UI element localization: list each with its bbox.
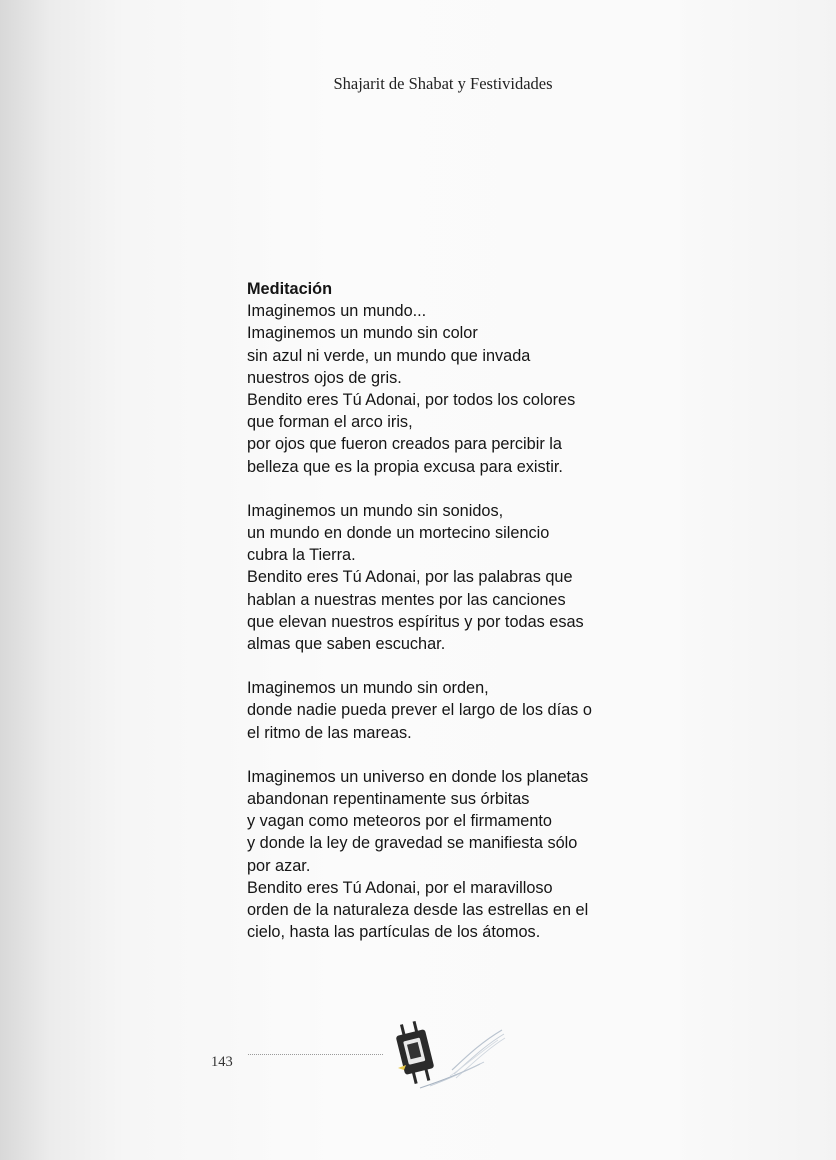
text-line: hablan a nuestras mentes por las canciones [247,590,566,609]
meditation-text [247,278,647,943]
text-line: Imaginemos un mundo sin sonidos, [247,501,504,520]
text-line: orden de la naturaleza desde las estrellas en el [247,901,589,920]
text-line: Imaginemos un universo en donde los planetas [247,767,589,786]
text-line: el ritmo de las mareas. [247,723,412,742]
stanza-list [247,322,647,943]
intro-line: Imaginemos un mundo... [247,302,427,321]
page-header-title: Shajarit de Shabat y Festividades [333,74,553,93]
text-line: y vagan como meteoros por el firmamento [247,812,552,831]
text-line: Bendito eres Tú Adonai, por todos los colores [247,391,576,410]
text-line: almas que saben escuchar. [247,635,446,654]
text-line: Imaginemos un mundo sin color [247,324,478,343]
stanza [247,766,647,944]
text-line: Bendito eres Tú Adonai, por el maravilloso [247,878,553,897]
text-line: un mundo en donde un mortecino silencio [247,524,550,543]
stanza [247,500,647,655]
stanza [247,322,647,477]
text-line: por azar. [247,856,311,875]
text-line: nuestros ojos de gris. [247,368,402,387]
text-line: cubra la Tierra. [247,546,356,565]
stanza [247,677,647,744]
text-line: donde nadie pueda prever el largo de los días o [247,701,592,720]
text-line: y donde la ley de gravedad se manifiesta sólo [247,834,578,853]
text-line: sin azul ni verde, un mundo que invada [247,346,531,365]
footer-divider [248,1054,383,1055]
text-line: Imaginemos un mundo sin orden, [247,679,489,698]
text-line: Bendito eres Tú Adonai, por las palabras que [247,568,573,587]
torah-scroll-icon [390,1018,508,1090]
text-line: abandonan repentinamente sus órbitas [247,790,530,809]
section-heading: Meditación [247,280,333,298]
text-line: belleza que es la propia excusa para existir. [247,457,563,476]
text-line: cielo, hasta las partículas de los átomos. [247,923,541,942]
text-line: por ojos que fueron creados para percibir la [247,435,562,454]
text-line: que forman el arco iris, [247,413,413,432]
text-line: que elevan nuestros espíritus y por todas esas [247,612,584,631]
page-number: 143 [211,1054,233,1070]
